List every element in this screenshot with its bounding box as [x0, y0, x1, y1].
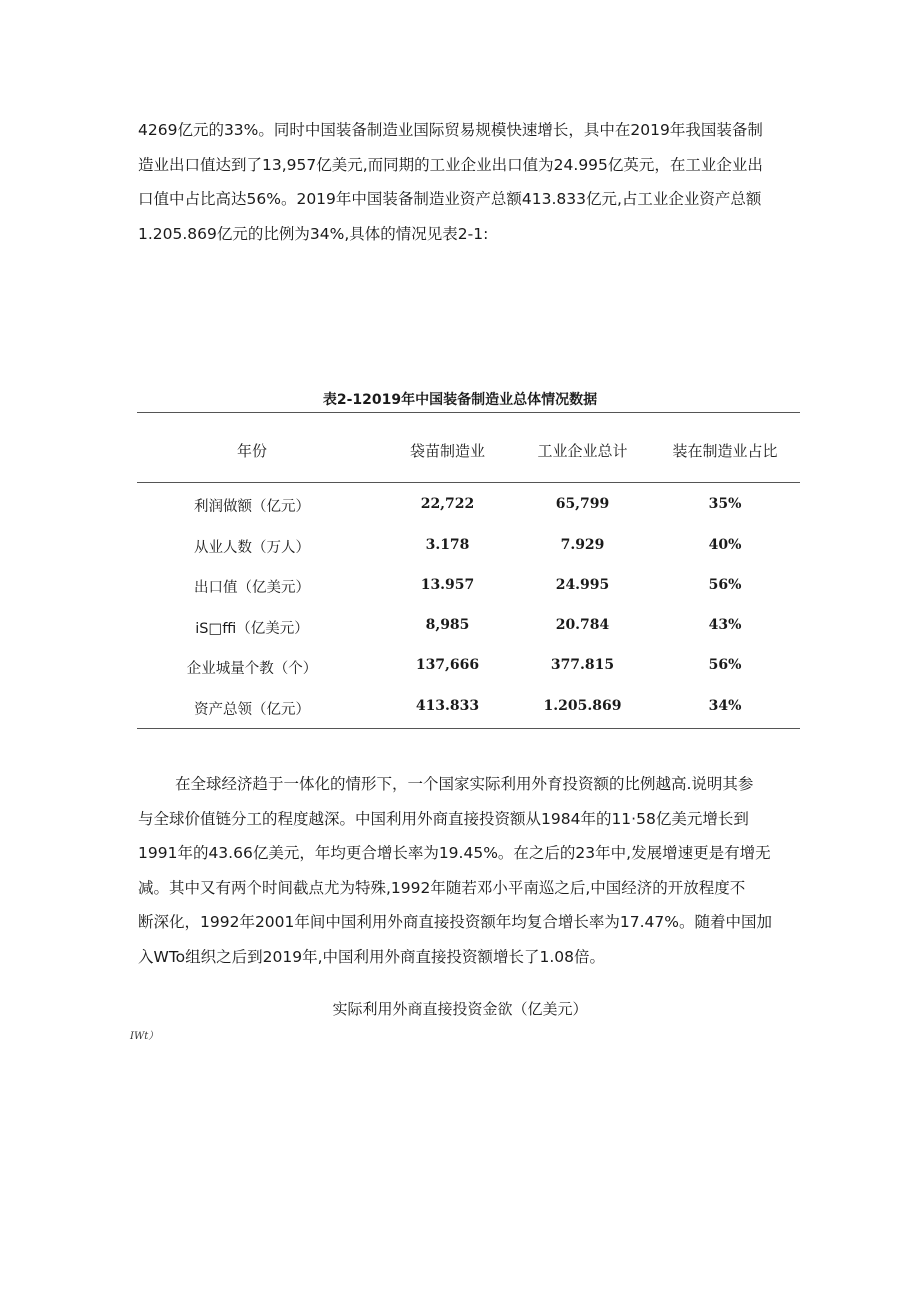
paragraph-line: 1991年的43.66亿美元，年均更合增长率为19.45%。在之后的23年中,发展增速更是有增无 [138, 844, 771, 862]
table-cell: 413.833 [415, 698, 480, 714]
table-bottom-rule [137, 728, 800, 729]
table-cell: 13.957 [420, 577, 475, 593]
table-cell: 40% [708, 537, 742, 553]
table-cell: 56% [708, 577, 742, 593]
paragraph-line: 入WTo组织之后到2019年,中国利用外商直接投资额增长了1.08倍。 [138, 947, 606, 966]
table-cell: 34% [708, 698, 742, 714]
table-cell: 43% [708, 617, 742, 633]
table-header-rule [137, 482, 800, 483]
table-cell-label: iS□ffi（亿美元） [195, 621, 309, 637]
table-cell: 20.784 [555, 617, 610, 633]
paragraph-line: 减。其中又有两个时间截点尤为特殊,1992年随若邓小平南巡之后,中国经济的开放程度不 [138, 878, 746, 897]
table-cell: 35% [708, 496, 742, 512]
table-cell: 8,985 [425, 617, 470, 633]
paragraph-line: 1.205.869亿元的比例为34%,具体的情况见表2-1: [138, 224, 489, 243]
table-cell-label: 资产总领（亿元） [194, 702, 310, 718]
paragraph-line: 与全球价值链分工的程度越深。中国利用外商直接投资额从1984年的11·58亿美元增长到 [138, 809, 749, 828]
table-header-cell: 袋苗制造业 [409, 442, 485, 460]
table-header-cell: 工业企业总计 [537, 442, 628, 460]
table-cell: 377.815 [550, 657, 615, 673]
table-cell-label: 出口值（亿美元） [194, 580, 310, 596]
table-cell: 1.205.869 [543, 698, 622, 714]
table-cell-label: 企业城量个教（个） [186, 661, 318, 677]
table-cell: 3.178 [425, 537, 470, 553]
table-cell-label: 从业人数（万人） [194, 540, 310, 556]
table-header-cell: 装在制造业占比 [672, 442, 778, 460]
paragraph-line: 断深化，1992年2001年间中国利用外商直接投资额年均复合增长率为17.47%。随着中国加 [138, 913, 772, 931]
table-caption: 表2-12019年中国装备制造业总体情况数据 [322, 392, 598, 408]
paragraph-1 [138, 113, 786, 251]
chart-axis-unit: IWt） [130, 1031, 159, 1042]
paragraph-line: 4269亿元的33%。同时中国装备制造业国际贸易规模快速增长，具中在2019年我国装备制 [138, 121, 763, 139]
table-cell: 24.995 [555, 577, 610, 593]
table-top-rule [137, 412, 800, 413]
table-cell: 22,722 [420, 496, 475, 512]
table-cell: 137,666 [415, 657, 480, 673]
paragraph-line: 造业出口值达到了13,957亿美元,而同期的工业企业出口值为24.995亿英元，在工业企业出 [138, 155, 763, 174]
table-cell: 56% [708, 657, 742, 673]
chart-title: 实际利用外商直接投资金欲（亿美元） [332, 1000, 588, 1018]
paragraph-line: 在全球经济趋于一体化的情形下，一个国家实际利用外育投资额的比例越高.说明其参 [175, 775, 754, 793]
table-header-cell: 年份 [236, 442, 267, 460]
paragraph-line: 口值中占比高达56%。2019年中国装备制造业资产总额413.833亿元,占工业企业资产总额 [138, 190, 762, 208]
paragraph-2 [138, 767, 786, 974]
table-cell: 7.929 [560, 537, 605, 553]
table-cell: 65,799 [555, 496, 610, 512]
table-cell-label: 利润做额（亿元） [194, 499, 310, 515]
